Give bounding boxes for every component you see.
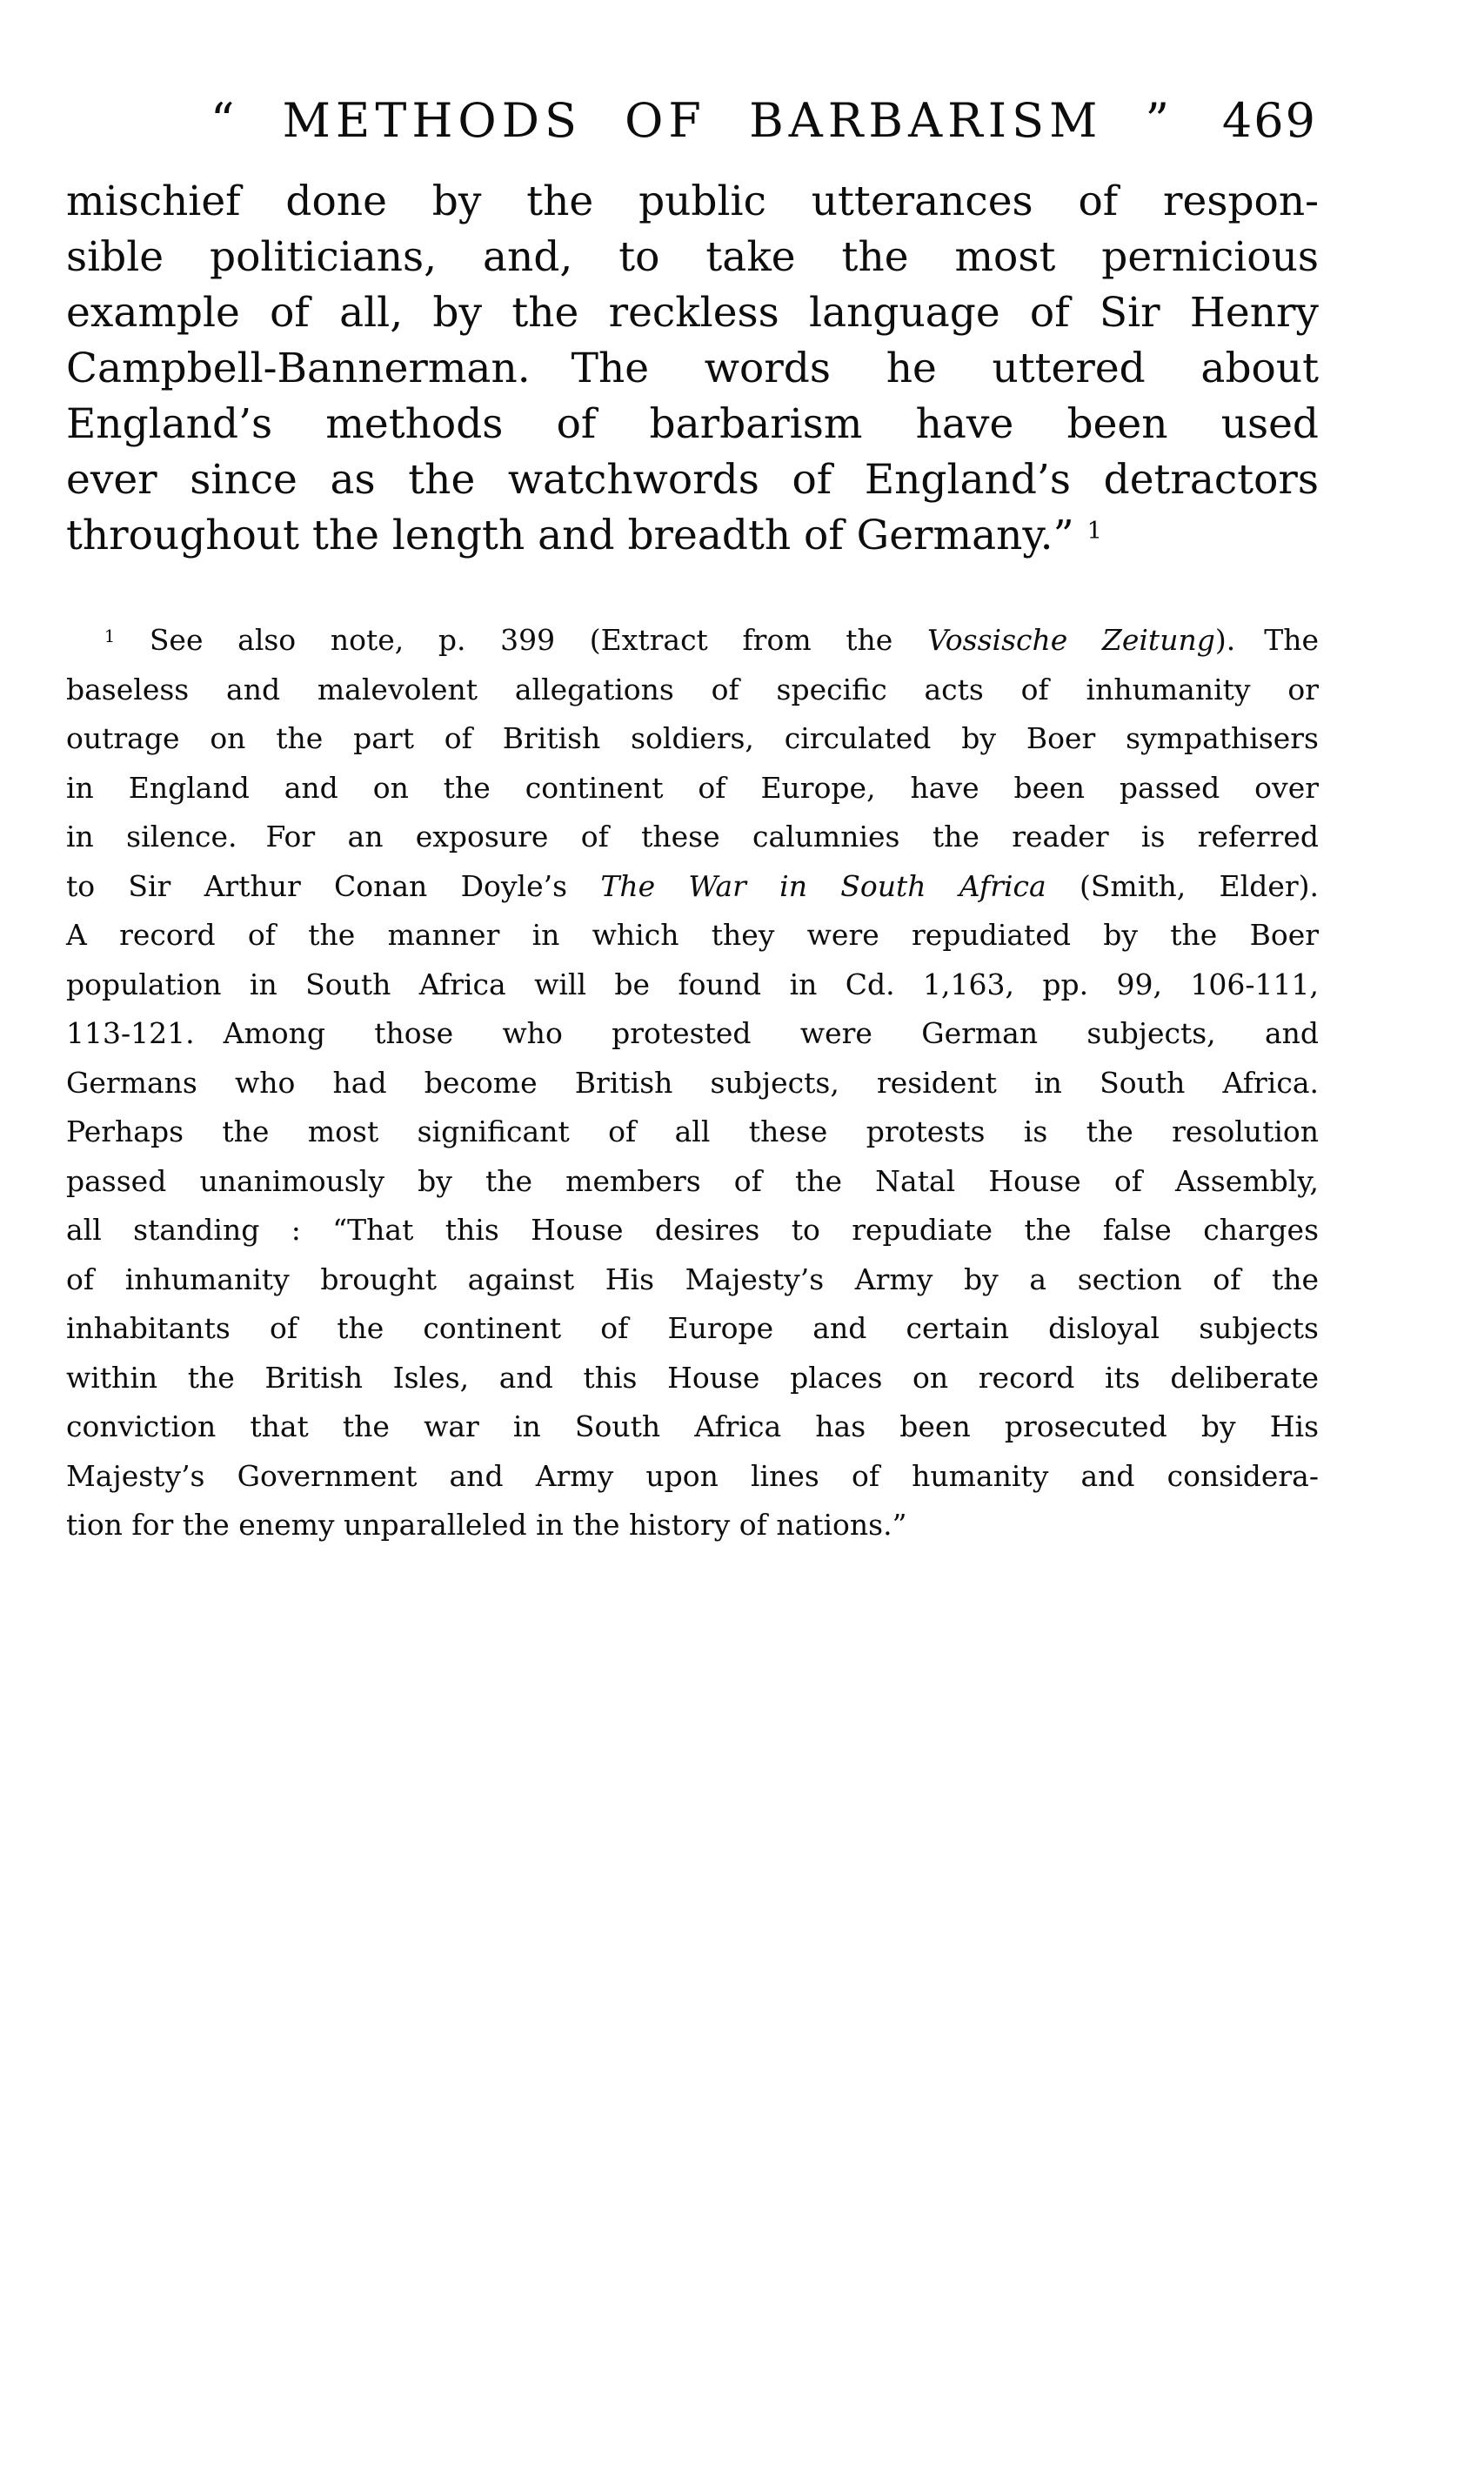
text-segment: all standing : “That this House desires to repudiate the false charges (66, 1213, 1319, 1247)
text-segment: in silence. For an exposure of these calumnies the reader is referred (66, 820, 1319, 853)
text-segment: (Smith, Elder). (1046, 868, 1319, 903)
text-segment: ever since as the watchwords of England’s detractors (66, 456, 1319, 504)
footnote-line (66, 813, 1319, 862)
footnote-marker: 1 (1086, 517, 1102, 545)
italic-text: Vossische Zeitung (926, 623, 1215, 657)
body-line (66, 341, 1319, 397)
body-line (66, 508, 1319, 564)
running-head (66, 89, 1319, 153)
text-segment: population in South Africa will be found in Cd. 1,163, pp. 99, 106-111, (66, 967, 1319, 1001)
text-segment: Campbell-Bannerman. The words he uttered about (66, 345, 1319, 392)
page-title: “ METHODS OF BARBARISM ” (210, 93, 1175, 148)
page-column (66, 0, 1319, 1550)
text-segment: to Sir Arthur Conan Doyle’s (66, 868, 601, 903)
text-segment: conviction that the war in South Africa has been prosecuted by His (66, 1409, 1319, 1443)
footnote-line (66, 1255, 1319, 1305)
footnote-line (66, 1354, 1319, 1403)
body-line (66, 452, 1319, 508)
footnote-line (66, 666, 1319, 715)
page-number: 469 (1221, 93, 1317, 148)
text-segment: in England and on the continent of Europe, have been passed over (66, 770, 1319, 805)
footnote-line (66, 911, 1319, 961)
text-segment: mischief done by the public utterances of respon- (66, 177, 1319, 225)
body-paragraph (66, 174, 1319, 564)
italic-text: The War in South Africa (600, 868, 1046, 903)
text-segment: baseless and malevolent allegations of specific acts of inhumanity or (66, 672, 1319, 706)
text-segment: Perhaps the most significant of all these protests is the resolution (66, 1115, 1319, 1148)
text-segment: passed unanimously by the members of the Natal House of Assembly, (66, 1163, 1319, 1198)
text-segment: tion for the enemy unparalleled in the history of nations.” (66, 1508, 907, 1542)
footnote-line (66, 714, 1319, 764)
text-segment: example of all, by the reckless language of Sir Henry (66, 289, 1319, 337)
body-line (66, 285, 1319, 341)
footnote-line (66, 1157, 1319, 1207)
text-segment: Majesty’s Government and Army upon lines of humanity and considera- (66, 1458, 1319, 1493)
text-segment: of inhumanity brought against His Majesty’s Army by a section of the (66, 1262, 1319, 1296)
footnote-line (66, 616, 1319, 666)
footnote-line (66, 1501, 1319, 1550)
text-segment: sible politicians, and, to take the most pernicious (66, 233, 1319, 281)
body-line (66, 397, 1319, 452)
text-segment: inhabitants of the continent of Europe and certain disloyal subjects (66, 1311, 1319, 1345)
footnote-line (66, 1059, 1319, 1108)
footnote-line (66, 1108, 1319, 1157)
body-line (66, 230, 1319, 285)
footnote-line (66, 1009, 1319, 1059)
text-segment: ). The (1214, 623, 1319, 657)
footnote-line (66, 1452, 1319, 1502)
footnote-line (66, 862, 1319, 912)
footnote-line (66, 764, 1319, 813)
text-segment: See also note, p. 399 (Extract from the (115, 623, 927, 657)
body-line (66, 174, 1319, 230)
footnote-marker: 1 (104, 626, 116, 647)
text-segment: England’s methods of barbarism have been used (66, 400, 1319, 448)
footnote-line (66, 1304, 1319, 1354)
text-segment: within the British Isles, and this House places on record its deliberate (66, 1360, 1319, 1395)
footnote-line (66, 1402, 1319, 1452)
footnote-line (66, 961, 1319, 1010)
footnote (66, 616, 1319, 1550)
footnote-line (66, 1206, 1319, 1255)
text-segment: 113-121. Among those who protested were German subjects, and (66, 1016, 1319, 1050)
text-segment: A record of the manner in which they were repudiated by the Boer (66, 918, 1319, 952)
text-segment: outrage on the part of British soldiers, circulated by Boer sympathisers (66, 721, 1319, 755)
text-segment: Germans who had become British subjects, resident in South Africa. (66, 1065, 1319, 1100)
text-segment: throughout the length and breadth of Germany.” (66, 512, 1087, 559)
